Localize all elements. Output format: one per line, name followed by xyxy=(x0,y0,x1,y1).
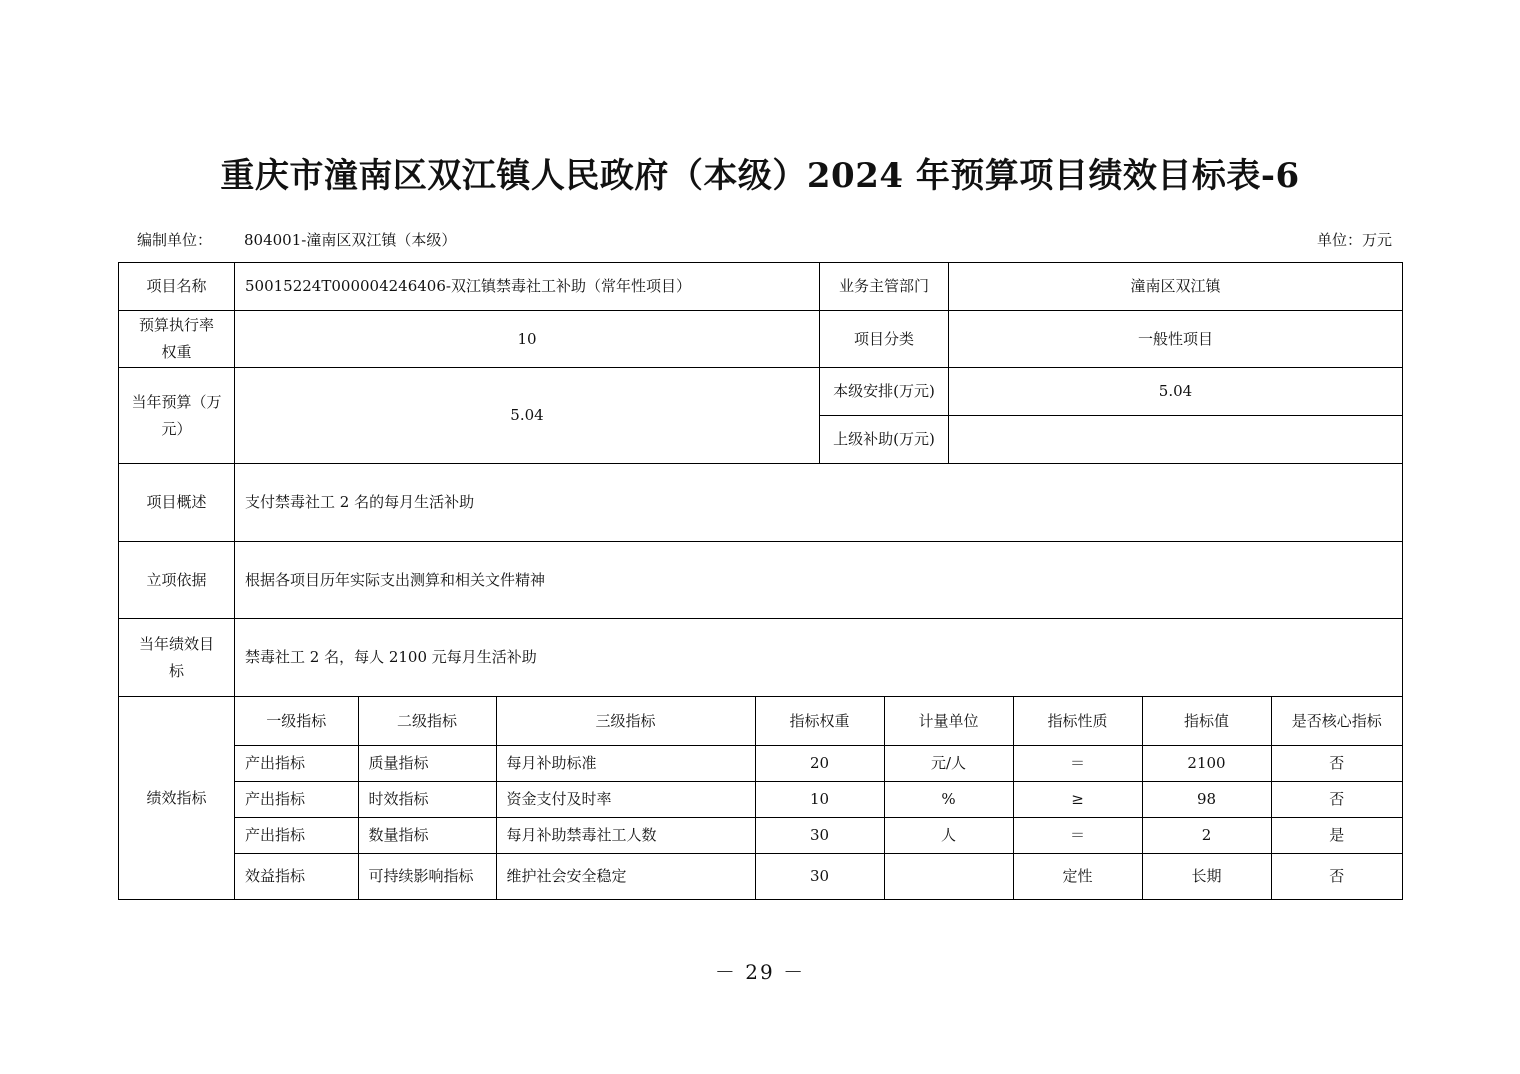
category-value: 一般性项目 xyxy=(949,311,1403,368)
indicator-level2: 时效指标 xyxy=(358,781,496,817)
annual-goal-value: 禁毒社工 2 名，每人 2100 元每月生活补助 xyxy=(235,619,1403,697)
header-core: 是否核心指标 xyxy=(1271,697,1402,745)
header-unit: 计量单位 xyxy=(884,697,1013,745)
indicator-core: 否 xyxy=(1271,745,1402,781)
upper-funding-label: 上级补助(万元) xyxy=(820,416,949,464)
indicator-level3: 维护社会安全稳定 xyxy=(496,853,755,899)
page-number: － 29 － xyxy=(714,960,806,984)
indicator-unit: 元/人 xyxy=(884,745,1013,781)
performance-indicator-label: 绩效指标 xyxy=(119,697,235,900)
department-label: 业务主管部门 xyxy=(820,263,949,311)
basis-label: 立项依据 xyxy=(119,542,235,619)
basis-value: 根据各项目历年实际支出测算和相关文件精神 xyxy=(235,542,1403,619)
indicator-weight: 20 xyxy=(755,745,884,781)
overview-value: 支付禁毒社工 2 名的每月生活补助 xyxy=(235,464,1403,542)
indicator-level1: 产出指标 xyxy=(235,781,358,817)
indicator-value: 2100 xyxy=(1142,745,1271,781)
indicator-core: 否 xyxy=(1271,781,1402,817)
indicator-level3: 每月补助禁毒社工人数 xyxy=(496,817,755,853)
indicator-level3: 资金支付及时率 xyxy=(496,781,755,817)
table-row xyxy=(119,697,1403,900)
annual-budget-value: 5.04 xyxy=(235,368,820,464)
project-name-label: 项目名称 xyxy=(119,263,235,311)
table-row xyxy=(119,542,1403,619)
indicator-row xyxy=(235,745,1402,781)
indicator-weight: 10 xyxy=(755,781,884,817)
currency-unit: 单位：万元 xyxy=(1316,231,1392,249)
indicator-core: 否 xyxy=(1271,853,1402,899)
header-weight: 指标权重 xyxy=(755,697,884,745)
performance-indicator-cell xyxy=(235,697,1403,900)
execution-weight-value: 10 xyxy=(235,311,820,368)
indicator-level1: 效益指标 xyxy=(235,853,358,899)
upper-funding-value xyxy=(949,416,1403,464)
header-level3: 三级指标 xyxy=(496,697,755,745)
compiling-unit-value: 804001-潼南区双江镇（本级） xyxy=(244,231,457,249)
header-level1: 一级指标 xyxy=(235,697,358,745)
annual-budget-label: 当年预算（万元） xyxy=(119,368,235,464)
table-row xyxy=(119,464,1403,542)
indicator-nature: ≥ xyxy=(1013,781,1142,817)
header-value: 指标值 xyxy=(1142,697,1271,745)
department-value: 潼南区双江镇 xyxy=(949,263,1403,311)
indicator-weight: 30 xyxy=(755,817,884,853)
table-row xyxy=(119,263,1403,311)
indicator-nature: 定性 xyxy=(1013,853,1142,899)
local-funding-label: 本级安排(万元) xyxy=(820,368,949,416)
indicator-table xyxy=(235,697,1402,899)
indicator-value: 98 xyxy=(1142,781,1271,817)
execution-weight-label: 预算执行率权重 xyxy=(119,311,235,368)
annual-goal-label: 当年绩效目标 xyxy=(119,619,235,697)
overview-label: 项目概述 xyxy=(119,464,235,542)
indicator-weight: 30 xyxy=(755,853,884,899)
local-funding-value: 5.04 xyxy=(949,368,1403,416)
indicator-level1: 产出指标 xyxy=(235,817,358,853)
indicator-nature: ＝ xyxy=(1013,817,1142,853)
indicator-nature: ＝ xyxy=(1013,745,1142,781)
indicator-level2: 数量指标 xyxy=(358,817,496,853)
table-row xyxy=(119,368,1403,416)
indicator-level2: 质量指标 xyxy=(358,745,496,781)
indicator-row xyxy=(235,781,1402,817)
indicator-value: 2 xyxy=(1142,817,1271,853)
indicator-header-row xyxy=(235,697,1402,745)
header-level2: 二级指标 xyxy=(358,697,496,745)
indicator-unit: 人 xyxy=(884,817,1013,853)
table-row xyxy=(119,311,1403,368)
indicator-unit xyxy=(884,853,1013,899)
indicator-row xyxy=(235,817,1402,853)
category-label: 项目分类 xyxy=(820,311,949,368)
table-row xyxy=(119,619,1403,697)
indicator-level3: 每月补助标准 xyxy=(496,745,755,781)
project-name-value: 50015224T000004246406-双江镇禁毒社工补助（常年性项目） xyxy=(235,263,820,311)
indicator-value: 长期 xyxy=(1142,853,1271,899)
indicator-level1: 产出指标 xyxy=(235,745,358,781)
indicator-level2: 可持续影响指标 xyxy=(358,853,496,899)
indicator-core: 是 xyxy=(1271,817,1402,853)
indicator-row xyxy=(235,853,1402,899)
indicator-unit: % xyxy=(884,781,1013,817)
page-title: 重庆市潼南区双江镇人民政府（本级）2024 年预算项目绩效目标表-6 xyxy=(220,156,1300,196)
compiling-unit-label: 编制单位： xyxy=(137,231,213,249)
header-nature: 指标性质 xyxy=(1013,697,1142,745)
performance-target-table xyxy=(118,262,1403,900)
